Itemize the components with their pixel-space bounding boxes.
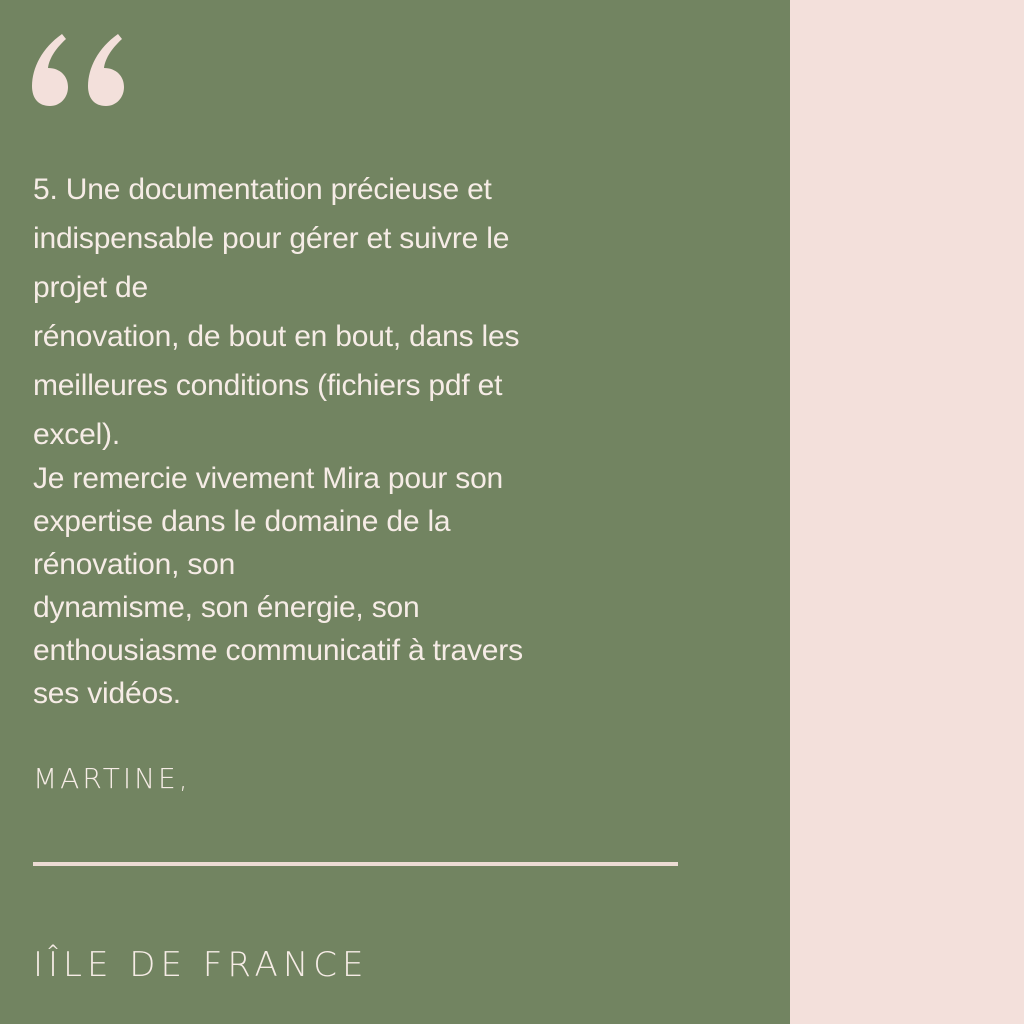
- paragraph-two-line: Je remercie vivement Mira pour son: [33, 462, 504, 495]
- paragraph-one-line: excel).: [33, 418, 120, 451]
- paragraph-two-line: rénovation, son: [33, 548, 236, 581]
- decorative-side-panel: [790, 0, 1024, 1024]
- paragraph-two-line: ses vidéos.: [33, 677, 181, 710]
- testimonial-paragraph-one: [33, 165, 673, 459]
- author-name: MARTINE,: [33, 762, 191, 795]
- paragraph-one-line: 5. Une documentation précieuse et: [33, 173, 492, 206]
- testimonial-paragraph-two: [33, 457, 673, 715]
- author-region: IÎLE DE FRANCE: [33, 945, 369, 985]
- paragraph-one-line: projet de: [33, 271, 148, 304]
- paragraph-one-line: meilleures conditions (fichiers pdf et: [33, 369, 503, 402]
- quote-mark-graphic: [28, 28, 132, 108]
- paragraph-two-line: expertise dans le domaine de la: [33, 505, 451, 538]
- divider-line: [33, 862, 678, 866]
- paragraph-one-line: indispensable pour gérer et suivre le: [33, 222, 510, 255]
- paragraph-two-line: enthousiasme communicatif à travers: [33, 634, 523, 667]
- paragraph-two-line: dynamisme, son énergie, son: [33, 591, 420, 624]
- paragraph-one-line: rénovation, de bout en bout, dans les: [33, 320, 520, 353]
- quote-icon: [28, 28, 132, 108]
